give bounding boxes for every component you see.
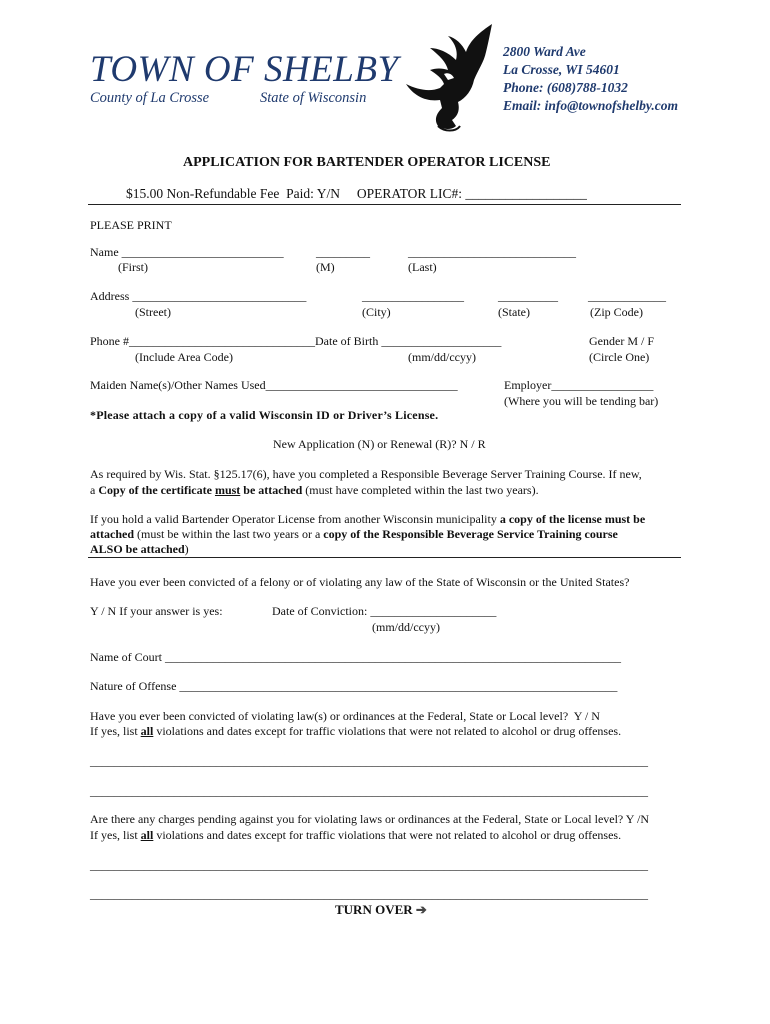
other-license-line-1: If you hold a valid Bartender Operator License from another Wisconsin municipality a copy of the license must be — [90, 512, 646, 526]
state-field[interactable]: __________ — [498, 289, 558, 303]
last-caption: (Last) — [408, 260, 437, 274]
other-license-line-3: ALSO be attached) — [90, 542, 189, 556]
gender-field[interactable]: Gender M / F — [589, 334, 654, 348]
dob-caption: (mm/dd/ccyy) — [408, 350, 476, 364]
city-field[interactable]: _________________ — [362, 289, 464, 303]
ordinance-list-instruction: If yes, list all violations and dates except for traffic violations that were not related to alcohol or drug offenses. — [90, 724, 622, 738]
pending-blank-1[interactable]: _____________________________________________________________________________________________ — [90, 858, 648, 872]
middle-caption: (M) — [316, 260, 335, 274]
rbs-line-2: a Copy of the certificate must be attached (must have completed within the last two years). — [90, 483, 539, 497]
rbs-line-1: As required by Wis. Stat. §125.17(6), have you completed a Responsible Beverage Server Training Course. If new, — [90, 467, 642, 481]
phone-dob-field[interactable]: Phone #_______________________________Date of Birth ____________________ — [90, 334, 502, 348]
other-license-line-2: attached (must be within the last two years or a copy of the Responsible Beverage Service Training course — [90, 527, 618, 541]
new-renewal-question[interactable]: New Application (N) or Renewal (R)? N / R — [273, 437, 486, 451]
please-print: PLEASE PRINT — [90, 218, 172, 232]
id-note: *Please attach a copy of a valid Wisconsin ID or Driver’s License. — [90, 408, 439, 422]
first-caption: (First) — [118, 260, 148, 274]
city-caption: (City) — [362, 305, 391, 319]
court-name-field[interactable]: Name of Court ____________________________________________________________________________ — [90, 650, 621, 664]
address-line-1: 2800 Ward Ave — [503, 44, 586, 59]
state-name: State of Wisconsin — [260, 90, 367, 106]
area-code-caption: (Include Area Code) — [135, 350, 233, 364]
pending-question[interactable]: Are there any charges pending against you for violating laws or ordinances at the Federal, State or Local level? Y /N — [90, 812, 650, 826]
offense-field[interactable]: Nature of Offense _________________________________________________________________________ — [90, 679, 618, 693]
turn-over: TURN OVER ➔ — [335, 902, 427, 917]
arrow-right-icon: ➔ — [415, 902, 427, 917]
ordinance-question[interactable]: Have you ever been convicted of violating law(s) or ordinances at the Federal, State or Local level? Y / N — [90, 709, 600, 723]
zip-field[interactable]: _____________ — [588, 289, 666, 303]
middle-name-field[interactable]: _________ — [316, 245, 370, 259]
divider-top — [88, 204, 681, 205]
name-field[interactable]: Name ___________________________ — [90, 245, 284, 259]
ordinance-blank-1[interactable]: _____________________________________________________________________________________________ — [90, 754, 648, 768]
maiden-name-field[interactable]: Maiden Name(s)/Other Names Used________________________________ — [90, 378, 458, 392]
state-caption: (State) — [498, 305, 530, 319]
conviction-date-field[interactable]: Date of Conviction: _____________________ — [272, 604, 497, 618]
last-name-field[interactable]: ____________________________ — [408, 245, 576, 259]
fee-line: $15.00 Non-Refundable Fee Paid: Y/N OPERATOR LIC#: __________________ — [126, 186, 587, 201]
email-line: Email: info@townofshelby.com — [503, 98, 678, 113]
form-title: APPLICATION FOR BARTENDER OPERATOR LICENSE — [183, 155, 551, 170]
eagle-logo — [400, 22, 500, 134]
employer-field[interactable]: Employer_________________ — [504, 378, 654, 392]
county-name: County of La Crosse — [90, 90, 210, 106]
town-name: TOWN OF SHELBY — [90, 49, 399, 90]
conviction-date-caption: (mm/dd/ccyy) — [372, 620, 440, 634]
felony-yes-no[interactable]: Y / N If your answer is yes: — [90, 604, 223, 618]
zip-caption: (Zip Code) — [590, 305, 643, 319]
divider-middle — [88, 557, 681, 558]
street-caption: (Street) — [135, 305, 171, 319]
address-line-2: La Crosse, WI 54601 — [503, 62, 620, 77]
ordinance-blank-2[interactable]: _____________________________________________________________________________________________ — [90, 784, 648, 798]
pending-blank-2[interactable]: _____________________________________________________________________________________________ — [90, 887, 648, 901]
street-field[interactable]: Address _____________________________ — [90, 289, 307, 303]
phone-line: Phone: (608)788-1032 — [503, 80, 628, 95]
employer-caption: (Where you will be tending bar) — [504, 394, 659, 408]
felony-question: Have you ever been convicted of a felony or of violating any law of the State of Wisconsin or the United States? — [90, 575, 630, 589]
pending-list-instruction: If yes, list all violations and dates except for traffic violations that were not related to alcohol or drug offenses. — [90, 828, 622, 842]
circle-one-caption: (Circle One) — [589, 350, 650, 364]
